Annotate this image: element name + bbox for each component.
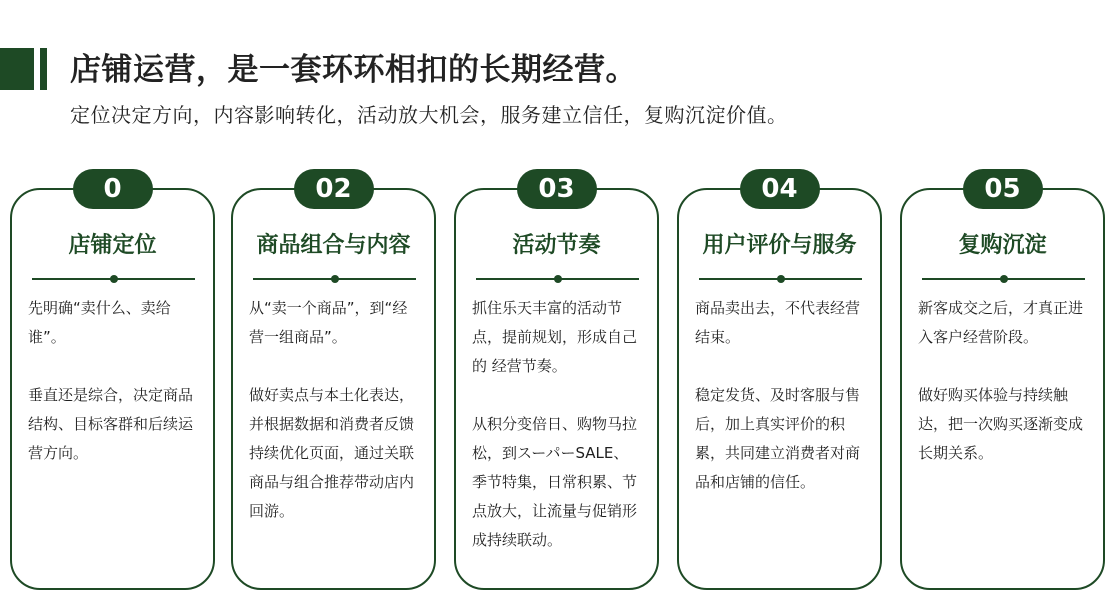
card-divider bbox=[476, 278, 639, 280]
card-paragraph: 从积分变倍日、购物马拉松，到スーパーSALE、季节特集，日常积累、节点放大，让流量与促销形成持续联动。 bbox=[472, 415, 638, 549]
card-number-badge: 05 bbox=[963, 169, 1043, 209]
card-product-content bbox=[231, 174, 436, 590]
card-paragraph: 稳定发货、及时客服与售后，加上真实评价的积累，共同建立消费者对商品和店铺的信任。 bbox=[695, 386, 861, 491]
card-title: 店铺定位 bbox=[68, 233, 157, 258]
divider-dot bbox=[110, 275, 118, 283]
card-paragraph: 垂直还是综合，决定商品结构、目标客群和后续运营方向。 bbox=[28, 386, 194, 462]
card-paragraph: 抓住乐天丰富的活动节点，提前规划，形成自己的 经营节奏。 bbox=[472, 299, 638, 375]
card-paragraph: 做好卖点与本土化表达，并根据数据和消费者反馈持续优化页面，通过关联商品与组合推荐带动店内回游。 bbox=[249, 386, 415, 520]
card-body bbox=[918, 294, 1089, 468]
card-divider bbox=[699, 278, 862, 280]
card-paragraph: 商品卖出去，不代表经营结束。 bbox=[695, 299, 861, 346]
card-body bbox=[695, 294, 866, 497]
card-number-badge: 04 bbox=[740, 169, 820, 209]
card-body bbox=[472, 294, 643, 555]
card-body bbox=[249, 294, 420, 526]
card-paragraph: 做好购买体验与持续触达，把一次购买逐渐变成长期关系。 bbox=[918, 386, 1084, 462]
card-number-badge: 03 bbox=[517, 169, 597, 209]
card-number-badge: 0 bbox=[73, 169, 153, 209]
card-divider bbox=[922, 278, 1085, 280]
divider-dot bbox=[777, 275, 785, 283]
card-number-badge: 02 bbox=[294, 169, 374, 209]
card-repeat-purchase bbox=[900, 174, 1105, 590]
divider-dot bbox=[554, 275, 562, 283]
card-divider bbox=[32, 278, 195, 280]
divider-dot bbox=[1000, 275, 1008, 283]
page-subtitle: 定位决定方向，内容影响转化，活动放大机会，服务建立信任，复购沉淀价值。 bbox=[70, 103, 788, 127]
card-paragraph: 从“卖一个商品”，到“经营一组商品”。 bbox=[249, 299, 408, 346]
card-title: 商品组合与内容 bbox=[256, 233, 411, 258]
card-paragraph: 先明确“卖什么、卖给谁”。 bbox=[28, 299, 171, 346]
card-divider bbox=[253, 278, 416, 280]
page-title: 店铺运营，是一套环环相扣的长期经营。 bbox=[70, 52, 637, 88]
card-store-positioning bbox=[10, 174, 215, 590]
card-campaign-rhythm bbox=[454, 174, 659, 590]
accent-block bbox=[0, 48, 34, 90]
card-reviews-service bbox=[677, 174, 882, 590]
card-title: 复购沉淀 bbox=[958, 233, 1047, 258]
card-title: 用户评价与服务 bbox=[702, 233, 857, 258]
divider-dot bbox=[331, 275, 339, 283]
card-paragraph: 新客成交之后，才真正进入客户经营阶段。 bbox=[918, 299, 1084, 346]
card-body bbox=[28, 294, 199, 468]
accent-bar bbox=[40, 48, 47, 90]
card-title: 活动节奏 bbox=[512, 233, 601, 258]
